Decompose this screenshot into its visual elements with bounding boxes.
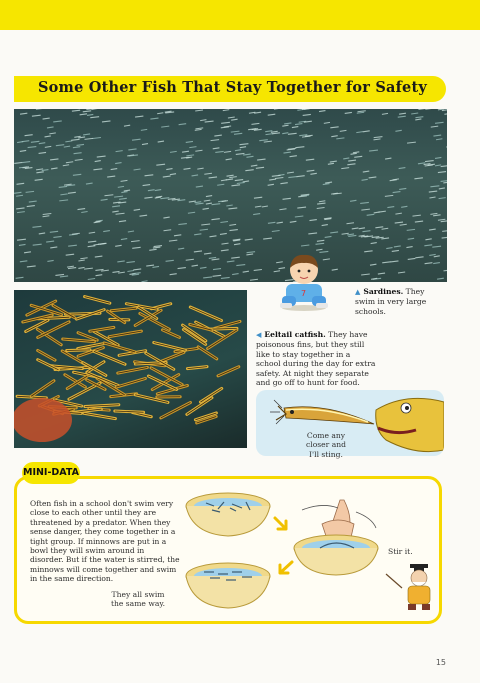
professor-character-illustration	[384, 562, 438, 614]
catfish-cartoon-panel	[256, 390, 444, 456]
sardines-caption-text: They swim in very large schools.	[355, 287, 427, 316]
eeltail-catfish-photo	[14, 290, 247, 448]
mini-data-text: Often fish in a school don't swim very close to each other until they are threatened by a predator. When they sense danger, they come together in a tight group. If minnows are put in a bowl they will swim around in disorder. But if the water is stirred, the minnows will come together and swim in the same direction.	[30, 499, 180, 584]
svg-text:7: 7	[301, 289, 307, 298]
sardines-photo	[14, 109, 447, 282]
bowl-same-direction-illustration	[184, 560, 274, 610]
catfish-school-illustration	[14, 290, 247, 448]
sardines-caption	[355, 287, 445, 316]
same-way-label: They all swim the same way.	[110, 590, 166, 609]
caption-marker-icon: ◀	[256, 331, 262, 339]
page-title: Some Other Fish That Stay Together for Safety	[38, 79, 427, 96]
sardines-caption-bold: Sardines.	[363, 287, 404, 296]
catfish-caption-text: They have poisonous fins, but they still like to stay together in a school during the day for extra safety. At night they separate and go off to hunt for food.	[256, 330, 376, 388]
catfish-speech-bubble: Come any closer and I'll sting.	[306, 431, 346, 459]
sardine-school-illustration	[14, 109, 447, 282]
page-number: 15	[435, 658, 446, 667]
catfish-caption-bold: Eeltail catfish.	[264, 330, 326, 339]
bowl-stirring-illustration	[292, 498, 382, 576]
bowl-disorder-illustration	[184, 490, 274, 538]
catfish-caption	[256, 330, 376, 387]
caption-marker-icon: ▲	[355, 288, 361, 296]
boy-character-illustration	[272, 250, 336, 312]
arrow-left-icon	[274, 558, 296, 580]
stir-it-label: Stir it.	[388, 547, 413, 556]
top-color-band	[0, 0, 480, 30]
catfish-cartoon-illustration	[256, 390, 444, 456]
section-title-bar	[14, 76, 446, 102]
mini-data-tag: MINI-DATA	[22, 462, 80, 484]
arrow-right-icon	[272, 514, 294, 536]
